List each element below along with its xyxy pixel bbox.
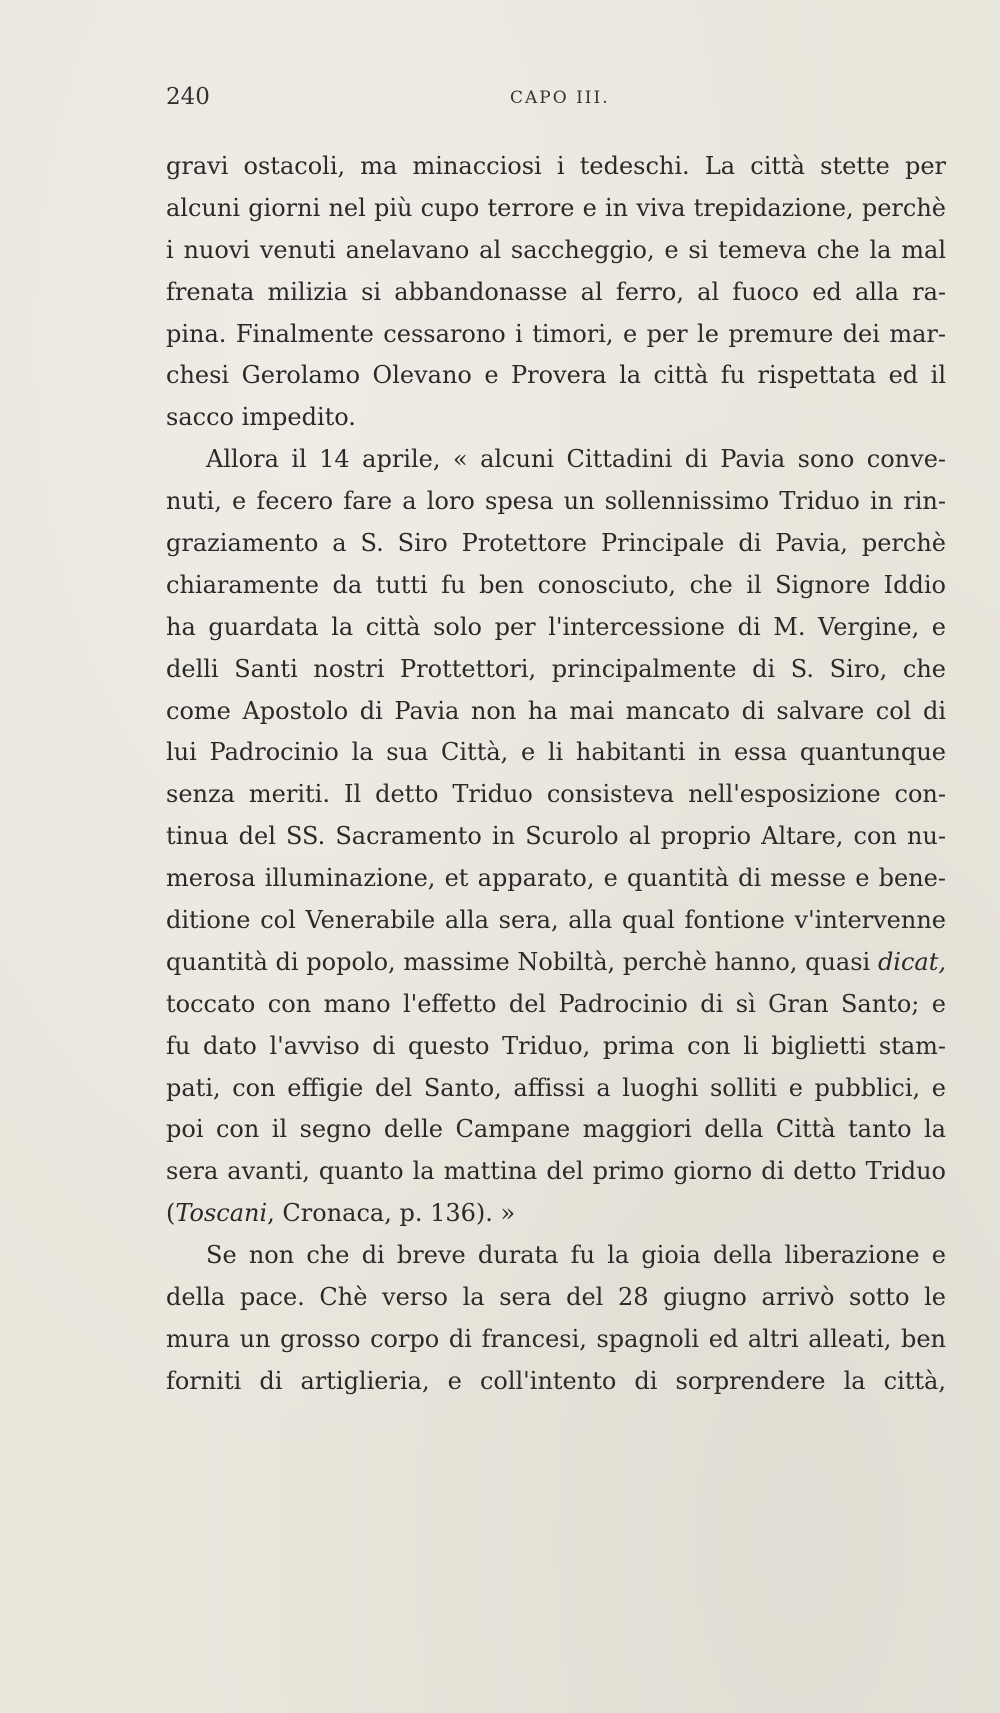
text-segment: nuti, e fecero fare a loro spesa un sollennissimo Triduo in rin-	[166, 487, 946, 516]
text-segment: mura un grosso corpo di francesi, spagnoli ed altri alleati, ben	[166, 1324, 946, 1353]
text-segment: poi con il segno delle Campane maggiori della Città tanto la	[166, 1115, 946, 1144]
page-number: 240	[166, 84, 210, 110]
running-head: CAPO III.	[510, 88, 610, 108]
text-line	[166, 1109, 946, 1151]
text-line	[166, 607, 946, 649]
text-segment: senza meriti. Il detto Triduo consisteva nell'esposizione con-	[166, 780, 946, 809]
text-line	[166, 481, 946, 523]
text-segment: pati, con effigie del Santo, affissi a luoghi solliti e pubblici, e	[166, 1073, 946, 1102]
text-line	[166, 1068, 946, 1110]
text-segment: gravi ostacoli, ma minacciosi i tedeschi. La città stette per	[166, 152, 946, 180]
text-line	[166, 858, 946, 900]
text-segment: tinua del SS. Sacramento in Scurolo al proprio Altare, con nu-	[166, 822, 946, 851]
text-line	[166, 439, 946, 481]
text-segment: frenata milizia si abbandonasse al ferro, al fuoco ed alla ra-	[166, 277, 946, 306]
text-segment: graziamento a S. Siro Protettore Principale di Pavia, perchè	[166, 529, 946, 558]
text-line	[166, 355, 946, 397]
body-text	[166, 146, 946, 1403]
text-segment: ha guardata la città solo per l'intercessione di M. Vergine, e	[166, 612, 946, 641]
text-segment: , Cronaca, p. 136). »	[267, 1199, 516, 1228]
text-line	[166, 942, 946, 984]
text-segment: (	[166, 1199, 176, 1228]
text-segment: chesi Gerolamo Olevano e Provera la città fu rispettata ed il	[166, 361, 946, 390]
text-segment: delli Santi nostri Prottettori, principalmente di S. Siro, che	[166, 654, 946, 683]
text-segment: alcuni giorni nel più cupo terrore e in viva trepidazione, perchè	[166, 193, 946, 222]
text-line	[166, 900, 946, 942]
text-segment: fu dato l'avviso di questo Triduo, prima con li biglietti stam-	[166, 1031, 946, 1060]
text-line	[166, 1193, 946, 1235]
page-header	[166, 84, 946, 114]
text-line	[166, 188, 946, 230]
text-segment: i nuovi venuti anelavano al saccheggio, e si temeva che la mal	[166, 235, 946, 264]
text-line	[166, 1361, 946, 1403]
text-line	[166, 732, 946, 774]
text-line	[166, 1277, 946, 1319]
text-line	[166, 523, 946, 565]
text-line	[166, 272, 946, 314]
text-segment: sacco impedito.	[166, 403, 356, 432]
text-line	[166, 1319, 946, 1361]
text-line	[166, 314, 946, 356]
text-line	[166, 691, 946, 733]
text-segment: lui Padrocinio la sua Città, e li habitanti in essa quantunque	[166, 738, 946, 767]
italic-text: dicat,	[877, 947, 946, 976]
text-line	[166, 397, 946, 439]
text-line	[166, 649, 946, 691]
text-line	[166, 1151, 946, 1193]
text-segment: Se non che di breve durata fu la gioia della liberazione e	[206, 1241, 946, 1270]
text-segment: quantità di popolo, massime Nobiltà, perchè hanno, quasi	[166, 947, 878, 976]
text-line	[166, 816, 946, 858]
text-segment: come Apostolo di Pavia non ha mai mancato di salvare col di	[166, 696, 946, 725]
text-line	[166, 984, 946, 1026]
text-line	[166, 146, 946, 188]
text-line	[166, 1235, 946, 1277]
text-segment: ditione col Venerabile alla sera, alla qual fontione v'intervenne	[166, 906, 946, 935]
text-line	[166, 230, 946, 272]
text-segment: forniti di artiglieria, e coll'intento di sorprendere la città,	[166, 1366, 946, 1395]
text-line	[166, 1026, 946, 1068]
text-segment: toccato con mano l'effetto del Padrocinio di sì Gran Santo; e	[166, 989, 946, 1018]
text-segment: pina. Finalmente cessarono i timori, e per le premure dei mar-	[166, 319, 946, 348]
text-line	[166, 565, 946, 607]
text-segment: della pace. Chè verso la sera del 28 giugno arrivò sotto le	[166, 1283, 946, 1312]
text-segment: Allora il 14 aprile, « alcuni Cittadini di Pavia sono conve-	[206, 445, 946, 474]
text-segment: sera avanti, quanto la mattina del primo giorno di detto Triduo	[166, 1157, 946, 1186]
text-segment: merosa illuminazione, et apparato, e quantità di messe e bene-	[166, 864, 946, 893]
italic-text: Toscani	[175, 1199, 268, 1228]
text-segment: chiaramente da tutti fu ben conosciuto, che il Signore Iddio	[166, 570, 946, 599]
text-line	[166, 774, 946, 816]
